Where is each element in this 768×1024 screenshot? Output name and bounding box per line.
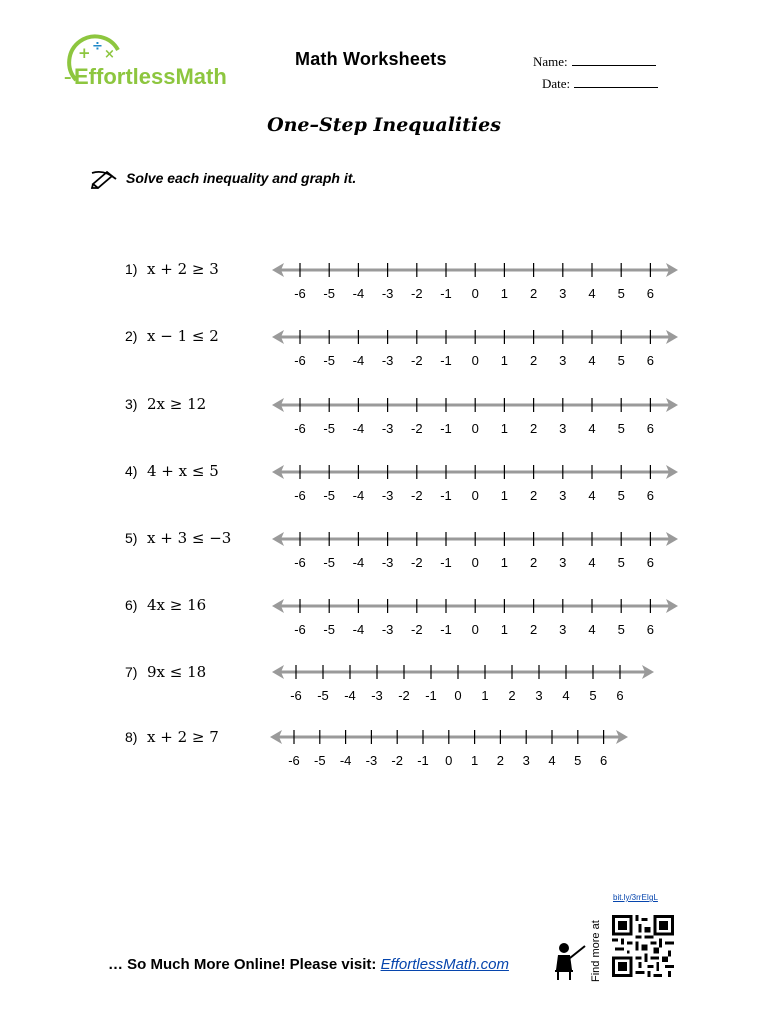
tick-label: -5 bbox=[323, 488, 335, 503]
tick-label: -5 bbox=[323, 555, 335, 570]
tick-label: -3 bbox=[371, 688, 383, 703]
tick-label: 1 bbox=[481, 688, 489, 703]
pencil-icon bbox=[90, 167, 118, 189]
tick-label: -4 bbox=[352, 421, 365, 436]
tick-label: 4 bbox=[588, 488, 596, 503]
tick-label: -6 bbox=[294, 622, 306, 637]
tick-label: 3 bbox=[559, 555, 567, 570]
tick-label: -4 bbox=[339, 753, 352, 768]
tick-label: -6 bbox=[294, 286, 306, 301]
tick-label: 6 bbox=[616, 688, 624, 703]
tick-label: 0 bbox=[471, 421, 479, 436]
tick-label: 6 bbox=[646, 622, 655, 637]
tick-label: 5 bbox=[617, 622, 625, 637]
tick-label: -4 bbox=[352, 286, 365, 301]
tick-label: 3 bbox=[522, 753, 530, 768]
problem-number: 3) bbox=[125, 396, 138, 412]
tick-label: -2 bbox=[391, 753, 403, 768]
problem-expression: 9x ≤ 18 bbox=[147, 663, 207, 681]
tick-label: -5 bbox=[314, 753, 326, 768]
problem-number: 2) bbox=[125, 328, 138, 344]
number-line-5[interactable] bbox=[268, 527, 684, 573]
tick-label: 4 bbox=[588, 555, 596, 570]
website-link[interactable]: EffortlessMath.com bbox=[380, 956, 509, 973]
problem-expression: x + 2 ≥ 3 bbox=[147, 260, 219, 278]
tick-label: -3 bbox=[381, 555, 394, 570]
tick-label: 0 bbox=[445, 753, 453, 768]
problem-7 bbox=[125, 662, 206, 682]
tick-label: -2 bbox=[398, 688, 410, 703]
tick-label: 5 bbox=[617, 421, 625, 436]
tick-label: -5 bbox=[323, 622, 335, 637]
problem-number: 7) bbox=[125, 664, 138, 680]
tick-label: 3 bbox=[559, 421, 567, 436]
tick-label: -4 bbox=[352, 353, 365, 368]
tick-label: 4 bbox=[548, 753, 556, 768]
tick-label: -5 bbox=[317, 688, 329, 703]
tick-label: -1 bbox=[440, 555, 452, 570]
problem-expression: x + 2 ≥ 7 bbox=[147, 728, 219, 746]
tick-label: -1 bbox=[440, 622, 452, 637]
tick-label: 4 bbox=[588, 286, 596, 301]
tick-label: 2 bbox=[496, 753, 505, 768]
problem-5 bbox=[125, 528, 231, 548]
instruction bbox=[90, 166, 356, 190]
svg-text:×: × bbox=[104, 47, 115, 62]
svg-text:–: – bbox=[64, 68, 72, 86]
header-title: Math Worksheets bbox=[295, 49, 447, 69]
tick-label: 1 bbox=[500, 488, 509, 503]
tick-label: 4 bbox=[562, 688, 570, 703]
problem-4 bbox=[125, 461, 219, 481]
tick-label: 3 bbox=[559, 353, 567, 368]
tick-label: 0 bbox=[471, 555, 479, 570]
problem-number: 5) bbox=[125, 530, 138, 546]
name-label: Name: bbox=[533, 54, 568, 69]
tick-label: -6 bbox=[294, 488, 306, 503]
tick-label: -4 bbox=[344, 688, 356, 703]
tick-label: 5 bbox=[617, 286, 625, 301]
tick-label: -1 bbox=[425, 688, 437, 703]
tick-label: 6 bbox=[646, 286, 655, 301]
effortlessmath-logo bbox=[64, 32, 244, 94]
tick-label: -2 bbox=[411, 622, 423, 637]
tick-label: 2 bbox=[508, 688, 516, 703]
instruction-text: Solve each inequality and graph it. bbox=[126, 170, 357, 186]
problem-number: 1) bbox=[125, 261, 138, 277]
number-line-3[interactable] bbox=[268, 393, 684, 439]
tick-label: 2 bbox=[529, 353, 538, 368]
tick-label: -4 bbox=[352, 555, 365, 570]
problem-number: 4) bbox=[125, 463, 138, 479]
date-field[interactable] bbox=[542, 76, 658, 92]
tick-label: 6 bbox=[646, 555, 655, 570]
name-line bbox=[572, 55, 656, 66]
tick-label: 5 bbox=[617, 488, 625, 503]
tick-label: 1 bbox=[470, 753, 479, 768]
tick-label: 5 bbox=[617, 353, 625, 368]
tick-label: 3 bbox=[559, 286, 567, 301]
tick-label: 3 bbox=[535, 688, 543, 703]
tick-label: -6 bbox=[288, 753, 300, 768]
tick-label: -6 bbox=[294, 353, 306, 368]
tick-label: -4 bbox=[352, 622, 365, 637]
tick-label: 5 bbox=[589, 688, 597, 703]
qr-code[interactable] bbox=[612, 915, 674, 977]
tick-label: -1 bbox=[417, 753, 429, 768]
problem-1 bbox=[125, 259, 219, 279]
tick-label: -2 bbox=[411, 353, 423, 368]
tick-label: 6 bbox=[646, 421, 655, 436]
tick-label: -2 bbox=[411, 555, 423, 570]
tick-label: -2 bbox=[411, 488, 423, 503]
tick-label: -3 bbox=[381, 488, 394, 503]
problem-expression: x + 3 ≤ −3 bbox=[147, 529, 232, 547]
tick-label: -2 bbox=[411, 286, 423, 301]
tick-label: 6 bbox=[646, 488, 655, 503]
problem-expression: x − 1 ≤ 2 bbox=[147, 327, 219, 345]
tick-label: -3 bbox=[381, 421, 394, 436]
tick-label: -1 bbox=[440, 353, 452, 368]
problem-8 bbox=[125, 727, 219, 747]
tick-label: 5 bbox=[617, 555, 625, 570]
tick-label: 0 bbox=[471, 286, 479, 301]
number-line-2[interactable] bbox=[268, 325, 684, 371]
tick-label: 0 bbox=[454, 688, 462, 703]
tick-label: -3 bbox=[365, 753, 378, 768]
tick-label: -5 bbox=[323, 286, 335, 301]
tick-label: 1 bbox=[500, 353, 509, 368]
tick-label: 2 bbox=[529, 555, 538, 570]
problem-6 bbox=[125, 595, 206, 615]
tick-label: 6 bbox=[646, 353, 655, 368]
tick-label: -3 bbox=[381, 286, 394, 301]
tick-label: -1 bbox=[440, 286, 452, 301]
find-more-text: Find more at bbox=[590, 920, 602, 982]
footer-message: … So Much More Online! Please visit: bbox=[108, 956, 381, 973]
tick-label: 4 bbox=[588, 421, 596, 436]
tick-label: 3 bbox=[559, 488, 567, 503]
tick-label: 5 bbox=[574, 753, 582, 768]
tick-label: 1 bbox=[500, 286, 509, 301]
tick-label: 6 bbox=[599, 753, 608, 768]
logo-text: EffortlessMath bbox=[74, 64, 227, 89]
problem-number: 8) bbox=[125, 729, 138, 745]
problem-2 bbox=[125, 326, 219, 346]
date-label: Date: bbox=[542, 76, 571, 91]
tick-label: 2 bbox=[529, 286, 538, 301]
tick-label: 1 bbox=[500, 622, 509, 637]
problem-expression: 2x ≥ 12 bbox=[147, 395, 207, 413]
number-line-4[interactable] bbox=[268, 460, 684, 506]
number-line-6[interactable] bbox=[268, 594, 684, 640]
tick-label: -6 bbox=[294, 421, 306, 436]
name-field[interactable] bbox=[533, 54, 656, 70]
tick-label: -4 bbox=[352, 488, 365, 503]
tick-label: -1 bbox=[440, 488, 452, 503]
find-more-label bbox=[582, 912, 608, 984]
date-line bbox=[574, 77, 658, 88]
tick-label: 4 bbox=[588, 353, 596, 368]
footer-text bbox=[108, 956, 509, 973]
number-line-7[interactable] bbox=[268, 660, 660, 706]
problem-number: 6) bbox=[125, 597, 138, 613]
tick-label: 0 bbox=[471, 353, 479, 368]
svg-text:+: + bbox=[78, 44, 91, 62]
tick-label: 0 bbox=[471, 488, 479, 503]
tick-label: 1 bbox=[500, 555, 509, 570]
problem-expression: 4 + x ≤ 5 bbox=[147, 462, 219, 480]
tick-label: 2 bbox=[529, 421, 538, 436]
tick-label: -5 bbox=[323, 421, 335, 436]
tick-label: 4 bbox=[588, 622, 596, 637]
tick-label: -6 bbox=[294, 555, 306, 570]
problem-3 bbox=[125, 394, 206, 414]
tick-label: -3 bbox=[381, 622, 394, 637]
tick-label: -3 bbox=[381, 353, 394, 368]
tick-label: 3 bbox=[559, 622, 567, 637]
tick-label: -2 bbox=[411, 421, 423, 436]
svg-text:÷: ÷ bbox=[92, 39, 103, 54]
tick-label: -1 bbox=[440, 421, 452, 436]
short-url-link[interactable]: bit.ly/3rrEIgL bbox=[613, 893, 658, 902]
tick-label: -6 bbox=[290, 688, 302, 703]
tick-label: 1 bbox=[500, 421, 509, 436]
tick-label: 2 bbox=[529, 488, 538, 503]
number-line-8[interactable] bbox=[266, 725, 634, 771]
worksheet-title: One–Step Inequalities bbox=[267, 114, 501, 136]
number-line-1[interactable] bbox=[268, 258, 684, 304]
tick-label: 2 bbox=[529, 622, 538, 637]
tick-label: 0 bbox=[471, 622, 479, 637]
tick-label: -5 bbox=[323, 353, 335, 368]
problem-expression: 4x ≥ 16 bbox=[147, 596, 207, 614]
